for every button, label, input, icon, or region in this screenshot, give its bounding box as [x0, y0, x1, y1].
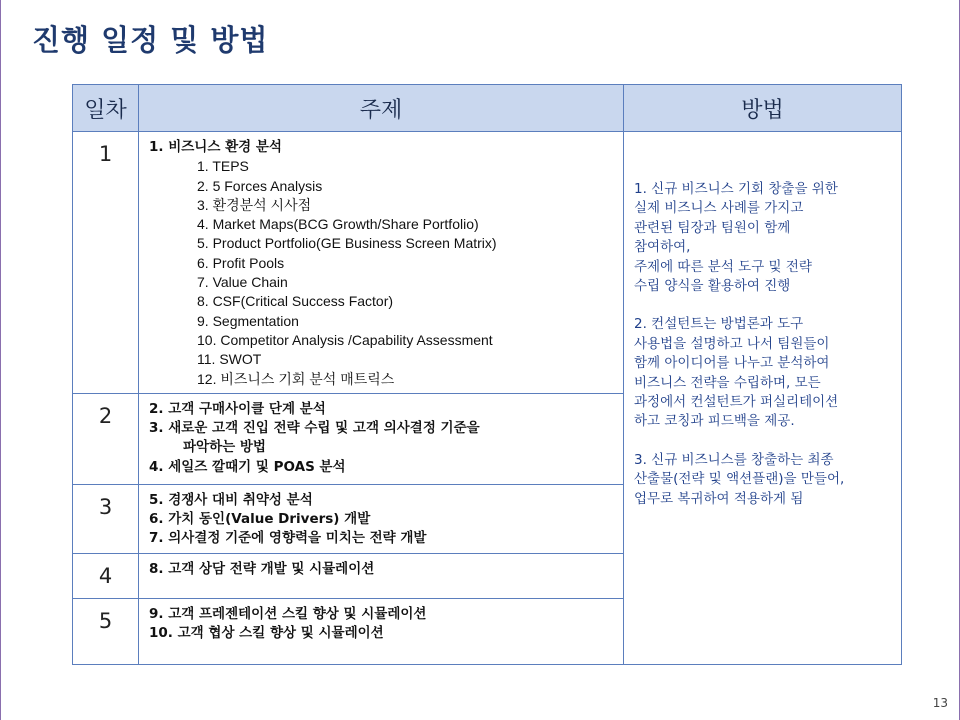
header-day: 일차	[73, 85, 139, 132]
method-block-3	[634, 451, 893, 509]
method-line: 3. 신규 비즈니스를 창출하는 최종	[634, 451, 834, 468]
method-line: 과정에서 컨설턴트가 퍼실리테이션	[634, 394, 839, 411]
day-number: 2	[73, 393, 139, 484]
method-line: 2. 컨설턴트는 방법론과 도구	[634, 316, 804, 333]
topic-cell	[139, 484, 624, 553]
topic-line: 9. 고객 프레젠테이션 스킬 향상 및 시뮬레이션	[149, 605, 427, 622]
subtopic-item: 4. Market Maps(BCG Growth/Share Portfolio)	[197, 216, 479, 233]
topic-line: 5. 경쟁사 대비 취약성 분석	[149, 491, 313, 508]
table-header-row	[73, 85, 902, 132]
topic-cell	[139, 132, 624, 394]
topic-line: 10. 고객 협상 스킬 향상 및 시뮬레이션	[149, 625, 384, 642]
topic-line: 8. 고객 상담 전략 개발 및 시뮬레이션	[149, 560, 375, 577]
topic-line: 7. 의사결정 기준에 영향력을 미치는 전략 개발	[149, 530, 427, 547]
method-line: 수립 양식을 활용하여 진행	[634, 278, 791, 295]
method-line: 실제 비즈니스 사례를 가지고	[634, 200, 804, 217]
subtopic-item: 2. 5 Forces Analysis	[197, 177, 323, 194]
method-line: 관련된 팀장과 팀원이 함께	[634, 219, 791, 236]
page-title: 진행 일정 및 방법	[32, 23, 269, 57]
page-number: 13	[932, 696, 948, 710]
subtopic-item: 11. SWOT	[197, 351, 262, 368]
topic-line: 2. 고객 구매사이클 단계 분석	[149, 400, 326, 417]
subtopic-item: 5. Product Portfolio(GE Business Screen Matrix)	[197, 235, 497, 252]
subtopic-item: 6. Profit Pools	[197, 254, 285, 271]
topic-cell	[139, 598, 624, 664]
subtopic-item: 12. 비즈니스 기회 분석 매트릭스	[197, 370, 395, 387]
schedule-table	[72, 84, 902, 665]
subtopic-item: 7. Value Chain	[197, 274, 288, 291]
subtopic-item: 1. TEPS	[197, 158, 249, 175]
topic-heading: 1. 비즈니스 환경 분석	[149, 139, 282, 155]
header-topic: 주제	[139, 85, 624, 132]
topic-cell	[139, 393, 624, 484]
method-line: 하고 코칭과 피드백을 제공.	[634, 413, 795, 430]
subtopic-item: 9. Segmentation	[197, 312, 299, 329]
method-line: 참여하여,	[634, 239, 691, 256]
topic-line: 3. 새로운 고객 진입 전략 수립 및 고객 의사결정 기준을	[149, 420, 480, 437]
topic-line: 6. 가치 동인(Value Drivers) 개발	[149, 511, 371, 528]
method-line: 1. 신규 비즈니스 기회 창출을 위한	[634, 181, 838, 197]
method-block-2	[634, 315, 893, 431]
day-number: 1	[73, 132, 139, 394]
subtopic-item: 3. 환경분석 시사점	[197, 196, 312, 213]
method-block-1	[634, 180, 893, 296]
method-line: 비즈니스 전략을 수립하며, 모든	[634, 374, 821, 391]
day-number: 4	[73, 553, 139, 598]
method-cell	[624, 132, 902, 665]
topic-line: 4. 세일즈 깔때기 및 POAS 분석	[149, 458, 346, 475]
method-line: 함께 아이디어를 나누고 분석하여	[634, 355, 830, 372]
subtopic-item: 8. CSF(Critical Success Factor)	[197, 293, 394, 310]
method-line: 사용법을 설명하고 나서 팀원들이	[634, 335, 830, 352]
subtopic-item: 10. Competitor Analysis /Capability Assessment	[197, 331, 493, 348]
topic-line: 파악하는 방법	[183, 439, 266, 456]
table-row	[73, 132, 902, 394]
header-method: 방법	[624, 85, 902, 132]
method-line: 주제에 따른 분석 도구 및 전략	[634, 258, 812, 275]
day-number: 5	[73, 598, 139, 664]
method-line: 업무로 복귀하여 적용하게 됨	[634, 490, 804, 507]
day-number: 3	[73, 484, 139, 553]
method-line: 산출물(전략 및 액션플랜)을 만들어,	[634, 471, 845, 488]
topic-cell	[139, 553, 624, 598]
frame-line-left	[0, 0, 1, 720]
